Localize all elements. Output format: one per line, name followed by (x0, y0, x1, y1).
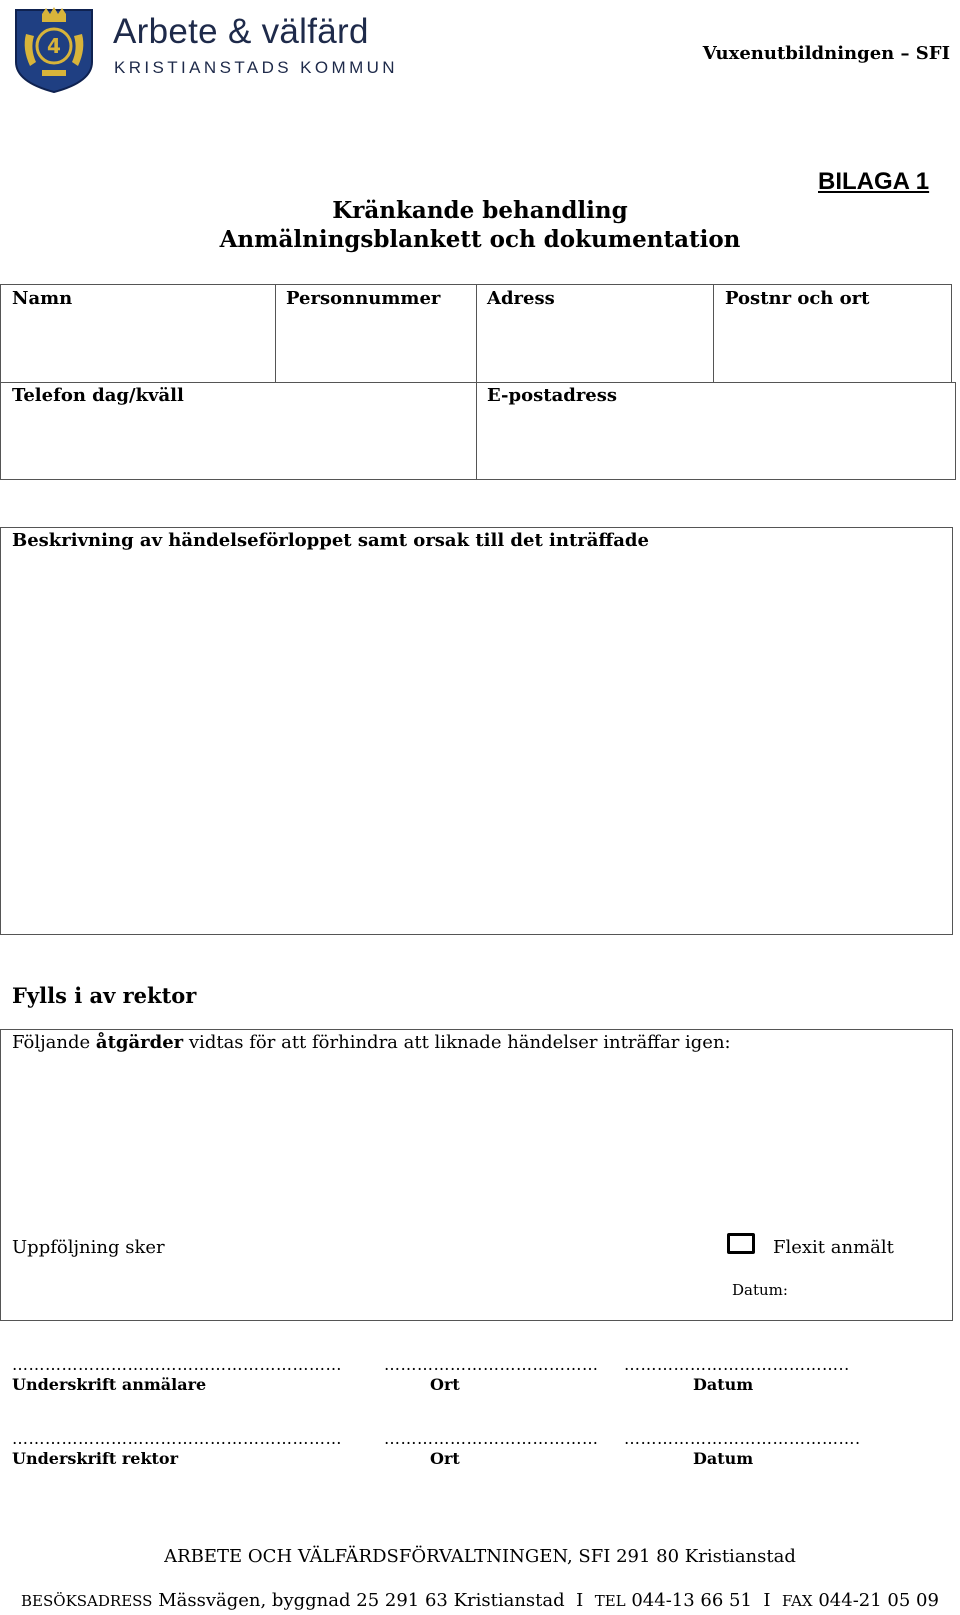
datum-label-rektor: Datum (693, 1449, 754, 1468)
atgarder-field[interactable] (0, 1029, 953, 1321)
rektor-heading: Fylls i av rektor (12, 983, 197, 1008)
visit-caption: BESÖKSADRESS (21, 1592, 153, 1610)
tel-caption: TEL (594, 1592, 626, 1610)
namn-label: Namn (12, 288, 73, 309)
department-label: Vuxenutbildningen – SFI (702, 43, 950, 64)
brand-title: Arbete & välfärd (113, 12, 369, 51)
epost-label: E-postadress (487, 385, 618, 406)
ort-line-rektor[interactable]: ………………………………… (384, 1429, 599, 1448)
beskrivning-field[interactable] (0, 527, 953, 935)
beskrivning-label: Beskrivning av händelseförloppet samt orsak till det inträffade (12, 530, 649, 551)
signature-line-anmalare[interactable]: …………………………………………………… (12, 1355, 342, 1374)
footer-organization: ARBETE OCH VÄLFÄRDSFÖRVALTNINGEN, SFI 291 80 Kristianstad (164, 1546, 796, 1567)
bilaga-label: BILAGA 1 (818, 168, 930, 195)
separator: I (763, 1590, 771, 1611)
brand-subtitle: KRISTIANSTADS KOMMUN (114, 58, 398, 77)
footer-contact (0, 1590, 960, 1611)
ort-label-anmalare: Ort (430, 1375, 460, 1394)
personnummer-label: Personnummer (286, 288, 441, 309)
tel-number: 044-13 66 51 (631, 1590, 752, 1611)
kristianstad-coat-of-arms-icon (12, 4, 96, 94)
telefon-label: Telefon dag/kväll (12, 385, 184, 406)
form-title: Kränkande behandling (332, 197, 628, 224)
datum-line-anmalare[interactable]: ………………………………….. (624, 1355, 850, 1374)
flexit-label: Flexit anmält (773, 1237, 894, 1258)
datum-line-rektor[interactable]: ……………………………………. (624, 1429, 861, 1448)
datum-label: Datum: (732, 1281, 788, 1299)
form-subtitle: Anmälningsblankett och dokumentation (219, 226, 741, 253)
atgarder-label: Följande åtgärder vidtas för att förhindra att liknade händelser inträffar igen: (12, 1032, 731, 1053)
ort-line-anmalare[interactable]: ………………………………… (384, 1355, 599, 1374)
fax-caption: FAX (781, 1592, 813, 1610)
datum-label-anmalare: Datum (693, 1375, 754, 1394)
underskrift-rektor-label: Underskrift rektor (12, 1449, 179, 1468)
separator: I (576, 1590, 584, 1611)
underskrift-anmalare-label: Underskrift anmälare (12, 1375, 207, 1394)
visit-address: Mässvägen, byggnad 25 291 63 Kristianstad (158, 1590, 565, 1611)
fax-number: 044-21 05 09 (818, 1590, 939, 1611)
uppfoljning-label: Uppföljning sker (12, 1237, 165, 1258)
signature-line-rektor[interactable]: …………………………………………………… (12, 1429, 342, 1448)
adress-label: Adress (487, 288, 555, 309)
flexit-checkbox[interactable] (727, 1233, 755, 1254)
svg-text:4: 4 (47, 34, 61, 58)
ort-label-rektor: Ort (430, 1449, 460, 1468)
postnr-ort-label: Postnr och ort (725, 288, 870, 309)
